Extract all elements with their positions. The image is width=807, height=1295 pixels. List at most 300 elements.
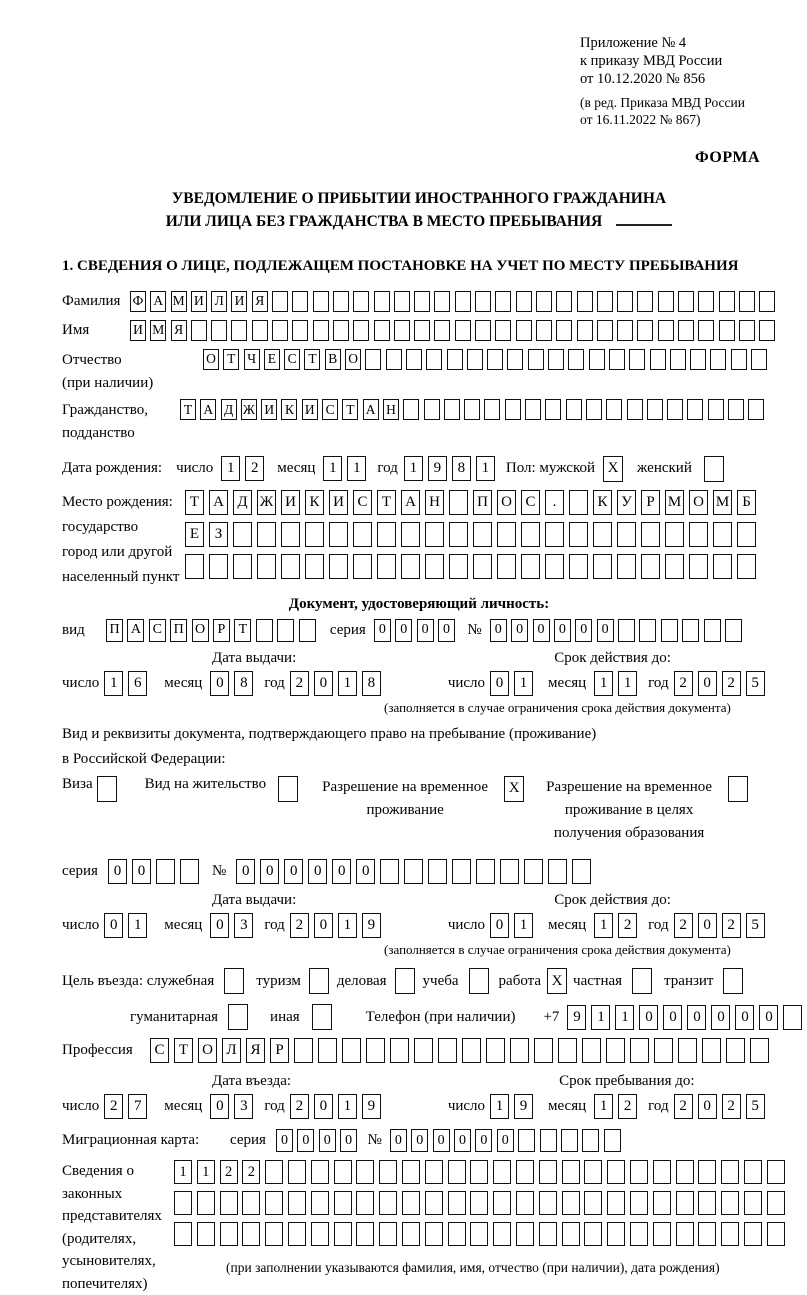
char-cell[interactable]	[265, 1222, 283, 1246]
char-cell[interactable]: 1	[514, 913, 533, 938]
char-cell[interactable]	[379, 1191, 397, 1215]
char-cell[interactable]	[556, 291, 572, 312]
char-cell[interactable]	[676, 1191, 694, 1215]
char-cell[interactable]	[637, 291, 653, 312]
char-cell[interactable]	[333, 291, 349, 312]
char-cell[interactable]: 1	[323, 456, 342, 481]
private-checkbox[interactable]	[632, 968, 652, 994]
char-cell[interactable]	[377, 522, 396, 547]
char-cell[interactable]	[721, 1160, 739, 1184]
char-cell[interactable]: 0	[340, 1129, 357, 1152]
char-cell[interactable]: 0	[554, 619, 571, 642]
char-cell[interactable]	[737, 522, 756, 547]
char-cell[interactable]: Л	[222, 1038, 241, 1063]
char-cell[interactable]: 1	[221, 456, 240, 481]
char-cell[interactable]	[687, 399, 703, 420]
char-cell[interactable]	[294, 1038, 313, 1063]
char-cell[interactable]	[379, 1160, 397, 1184]
char-cell[interactable]	[539, 1191, 557, 1215]
char-cell[interactable]: 2	[722, 913, 741, 938]
char-cell[interactable]: Р	[641, 490, 660, 515]
char-cell[interactable]	[505, 399, 521, 420]
char-cell[interactable]	[586, 399, 602, 420]
char-cell[interactable]: А	[401, 490, 420, 515]
char-cell[interactable]	[641, 554, 660, 579]
char-cell[interactable]: 2	[722, 1094, 741, 1119]
char-cell[interactable]	[721, 1191, 739, 1215]
char-cell[interactable]	[426, 349, 442, 370]
char-cell[interactable]	[577, 291, 593, 312]
char-cell[interactable]: Р	[270, 1038, 289, 1063]
char-cell[interactable]: 1	[338, 1094, 357, 1119]
char-cell[interactable]	[593, 554, 612, 579]
char-cell[interactable]	[197, 1222, 215, 1246]
char-cell[interactable]	[470, 1160, 488, 1184]
char-cell[interactable]: 2	[104, 1094, 123, 1119]
char-cell[interactable]	[767, 1191, 785, 1215]
char-cell[interactable]	[572, 859, 591, 884]
char-cell[interactable]: 0	[454, 1129, 471, 1152]
char-cell[interactable]	[272, 291, 288, 312]
char-cell[interactable]	[464, 399, 480, 420]
female-checkbox[interactable]	[704, 456, 724, 482]
char-cell[interactable]	[353, 320, 369, 341]
char-cell[interactable]	[288, 1160, 306, 1184]
char-cell[interactable]	[584, 1191, 602, 1215]
char-cell[interactable]: Б	[737, 490, 756, 515]
char-cell[interactable]: 0	[475, 1129, 492, 1152]
char-cell[interactable]: 0	[735, 1005, 754, 1030]
char-cell[interactable]: Н	[425, 490, 444, 515]
char-cell[interactable]	[257, 554, 276, 579]
char-cell[interactable]: 2	[674, 1094, 693, 1119]
char-cell[interactable]	[606, 1038, 625, 1063]
char-cell[interactable]	[606, 399, 622, 420]
char-cell[interactable]	[737, 554, 756, 579]
char-cell[interactable]: К	[593, 490, 612, 515]
char-cell[interactable]	[353, 554, 372, 579]
char-cell[interactable]	[759, 320, 775, 341]
char-cell[interactable]	[342, 1038, 361, 1063]
char-cell[interactable]: И	[281, 490, 300, 515]
char-cell[interactable]	[434, 320, 450, 341]
char-cell[interactable]: 5	[746, 913, 765, 938]
char-cell[interactable]: 5	[746, 671, 765, 696]
char-cell[interactable]: 0	[210, 671, 229, 696]
char-cell[interactable]	[584, 1160, 602, 1184]
char-cell[interactable]	[493, 1160, 511, 1184]
char-cell[interactable]	[507, 349, 523, 370]
char-cell[interactable]: И	[130, 320, 146, 341]
char-cell[interactable]	[434, 291, 450, 312]
char-cell[interactable]	[403, 399, 419, 420]
char-cell[interactable]	[556, 320, 572, 341]
char-cell[interactable]	[356, 1191, 374, 1215]
char-cell[interactable]	[299, 619, 316, 642]
char-cell[interactable]	[607, 1191, 625, 1215]
char-cell[interactable]	[473, 554, 492, 579]
char-cell[interactable]	[568, 349, 584, 370]
char-cell[interactable]: 0	[104, 913, 123, 938]
char-cell[interactable]	[334, 1160, 352, 1184]
char-cell[interactable]	[448, 1160, 466, 1184]
char-cell[interactable]	[739, 320, 755, 341]
char-cell[interactable]: С	[353, 490, 372, 515]
char-cell[interactable]	[265, 1191, 283, 1215]
char-cell[interactable]	[252, 320, 268, 341]
char-cell[interactable]: 1	[104, 671, 123, 696]
char-cell[interactable]	[667, 399, 683, 420]
char-cell[interactable]: 0	[297, 1129, 314, 1152]
char-cell[interactable]: 3	[234, 1094, 253, 1119]
char-cell[interactable]	[281, 522, 300, 547]
char-cell[interactable]	[386, 349, 402, 370]
char-cell[interactable]: И	[231, 291, 247, 312]
char-cell[interactable]: Н	[383, 399, 399, 420]
char-cell[interactable]: 9	[428, 456, 447, 481]
char-cell[interactable]	[281, 554, 300, 579]
char-cell[interactable]: Т	[185, 490, 204, 515]
char-cell[interactable]: В	[325, 349, 341, 370]
char-cell[interactable]: 0	[260, 859, 279, 884]
char-cell[interactable]: .	[545, 490, 564, 515]
char-cell[interactable]	[449, 490, 468, 515]
char-cell[interactable]	[380, 859, 399, 884]
char-cell[interactable]: С	[149, 619, 166, 642]
visa-checkbox[interactable]	[97, 776, 117, 802]
char-cell[interactable]: 0	[711, 1005, 730, 1030]
char-cell[interactable]: 0	[575, 619, 592, 642]
char-cell[interactable]	[424, 399, 440, 420]
char-cell[interactable]: 8	[362, 671, 381, 696]
char-cell[interactable]: Я	[171, 320, 187, 341]
char-cell[interactable]: 1	[594, 1094, 613, 1119]
char-cell[interactable]: Д	[221, 399, 237, 420]
char-cell[interactable]	[719, 320, 735, 341]
char-cell[interactable]: А	[200, 399, 216, 420]
char-cell[interactable]	[698, 291, 714, 312]
char-cell[interactable]: 0	[308, 859, 327, 884]
char-cell[interactable]	[525, 399, 541, 420]
char-cell[interactable]	[402, 1191, 420, 1215]
char-cell[interactable]: 3	[234, 913, 253, 938]
char-cell[interactable]	[577, 320, 593, 341]
char-cell[interactable]	[751, 349, 767, 370]
char-cell[interactable]	[305, 554, 324, 579]
char-cell[interactable]	[566, 399, 582, 420]
char-cell[interactable]	[548, 349, 564, 370]
char-cell[interactable]: 6	[128, 671, 147, 696]
tourism-checkbox[interactable]	[309, 968, 329, 994]
char-cell[interactable]: Т	[342, 399, 358, 420]
char-cell[interactable]: 0	[314, 671, 333, 696]
char-cell[interactable]	[233, 554, 252, 579]
char-cell[interactable]: 1	[347, 456, 366, 481]
char-cell[interactable]	[449, 522, 468, 547]
char-cell[interactable]	[653, 1191, 671, 1215]
rvp-edu-checkbox[interactable]	[728, 776, 748, 802]
char-cell[interactable]: И	[329, 490, 348, 515]
char-cell[interactable]	[661, 619, 678, 642]
char-cell[interactable]: 0	[687, 1005, 706, 1030]
char-cell[interactable]	[759, 291, 775, 312]
char-cell[interactable]: 1	[338, 671, 357, 696]
char-cell[interactable]	[156, 859, 175, 884]
char-cell[interactable]: 0	[759, 1005, 778, 1030]
char-cell[interactable]	[536, 320, 552, 341]
char-cell[interactable]: М	[150, 320, 166, 341]
char-cell[interactable]	[689, 522, 708, 547]
char-cell[interactable]	[630, 1038, 649, 1063]
char-cell[interactable]	[725, 619, 742, 642]
char-cell[interactable]: 0	[698, 1094, 717, 1119]
char-cell[interactable]	[597, 291, 613, 312]
char-cell[interactable]	[374, 291, 390, 312]
char-cell[interactable]	[414, 320, 430, 341]
char-cell[interactable]: 2	[290, 913, 309, 938]
char-cell[interactable]	[647, 399, 663, 420]
char-cell[interactable]: С	[150, 1038, 169, 1063]
char-cell[interactable]	[582, 1129, 599, 1152]
char-cell[interactable]: 9	[362, 1094, 381, 1119]
char-cell[interactable]	[654, 1038, 673, 1063]
char-cell[interactable]	[333, 320, 349, 341]
char-cell[interactable]: 1	[174, 1160, 192, 1184]
char-cell[interactable]	[698, 1222, 716, 1246]
char-cell[interactable]	[783, 1005, 802, 1030]
char-cell[interactable]: 5	[746, 1094, 765, 1119]
char-cell[interactable]	[713, 554, 732, 579]
char-cell[interactable]	[630, 1222, 648, 1246]
char-cell[interactable]: М	[171, 291, 187, 312]
char-cell[interactable]	[448, 1222, 466, 1246]
char-cell[interactable]	[318, 1038, 337, 1063]
char-cell[interactable]	[562, 1222, 580, 1246]
char-cell[interactable]: М	[665, 490, 684, 515]
char-cell[interactable]	[470, 1191, 488, 1215]
char-cell[interactable]: 9	[362, 913, 381, 938]
char-cell[interactable]	[670, 349, 686, 370]
char-cell[interactable]	[589, 349, 605, 370]
char-cell[interactable]: 2	[674, 671, 693, 696]
char-cell[interactable]: 0	[132, 859, 151, 884]
char-cell[interactable]: О	[192, 619, 209, 642]
char-cell[interactable]	[313, 291, 329, 312]
char-cell[interactable]	[728, 399, 744, 420]
char-cell[interactable]: 0	[390, 1129, 407, 1152]
char-cell[interactable]	[690, 349, 706, 370]
char-cell[interactable]	[425, 522, 444, 547]
char-cell[interactable]	[630, 1191, 648, 1215]
char-cell[interactable]	[475, 320, 491, 341]
char-cell[interactable]: Т	[234, 619, 251, 642]
char-cell[interactable]	[473, 522, 492, 547]
char-cell[interactable]	[639, 619, 656, 642]
char-cell[interactable]: Е	[185, 522, 204, 547]
char-cell[interactable]	[607, 1222, 625, 1246]
char-cell[interactable]	[548, 859, 567, 884]
char-cell[interactable]: 0	[490, 913, 509, 938]
char-cell[interactable]	[292, 320, 308, 341]
char-cell[interactable]: Т	[377, 490, 396, 515]
char-cell[interactable]: 2	[290, 1094, 309, 1119]
char-cell[interactable]	[334, 1191, 352, 1215]
char-cell[interactable]	[390, 1038, 409, 1063]
char-cell[interactable]: А	[363, 399, 379, 420]
char-cell[interactable]	[455, 291, 471, 312]
char-cell[interactable]	[448, 1191, 466, 1215]
char-cell[interactable]	[516, 1222, 534, 1246]
char-cell[interactable]	[277, 619, 294, 642]
char-cell[interactable]: 2	[245, 456, 264, 481]
char-cell[interactable]	[653, 1222, 671, 1246]
char-cell[interactable]	[425, 1160, 443, 1184]
char-cell[interactable]: 1	[490, 1094, 509, 1119]
char-cell[interactable]	[438, 1038, 457, 1063]
char-cell[interactable]	[495, 291, 511, 312]
char-cell[interactable]: Ф	[130, 291, 146, 312]
char-cell[interactable]	[521, 554, 540, 579]
char-cell[interactable]: С	[284, 349, 300, 370]
char-cell[interactable]	[516, 1191, 534, 1215]
char-cell[interactable]	[539, 1160, 557, 1184]
char-cell[interactable]	[678, 320, 694, 341]
char-cell[interactable]	[377, 554, 396, 579]
char-cell[interactable]	[689, 554, 708, 579]
rvp-checkbox[interactable]: X	[504, 776, 524, 802]
char-cell[interactable]: 0	[490, 619, 507, 642]
char-cell[interactable]	[272, 320, 288, 341]
char-cell[interactable]	[197, 1191, 215, 1215]
char-cell[interactable]	[414, 291, 430, 312]
char-cell[interactable]: 1	[128, 913, 147, 938]
char-cell[interactable]	[191, 320, 207, 341]
char-cell[interactable]	[256, 619, 273, 642]
char-cell[interactable]	[534, 1038, 553, 1063]
char-cell[interactable]	[311, 1160, 329, 1184]
char-cell[interactable]	[607, 1160, 625, 1184]
char-cell[interactable]	[521, 522, 540, 547]
char-cell[interactable]	[750, 1038, 769, 1063]
char-cell[interactable]	[209, 554, 228, 579]
char-cell[interactable]: 2	[722, 671, 741, 696]
char-cell[interactable]: О	[198, 1038, 217, 1063]
char-cell[interactable]	[231, 320, 247, 341]
char-cell[interactable]	[726, 1038, 745, 1063]
char-cell[interactable]: О	[345, 349, 361, 370]
char-cell[interactable]	[470, 1222, 488, 1246]
char-cell[interactable]	[467, 349, 483, 370]
char-cell[interactable]	[366, 1038, 385, 1063]
char-cell[interactable]: И	[261, 399, 277, 420]
char-cell[interactable]	[698, 1160, 716, 1184]
char-cell[interactable]	[402, 1222, 420, 1246]
char-cell[interactable]	[582, 1038, 601, 1063]
char-cell[interactable]: 9	[567, 1005, 586, 1030]
char-cell[interactable]: 0	[438, 619, 455, 642]
char-cell[interactable]	[374, 320, 390, 341]
char-cell[interactable]	[401, 522, 420, 547]
char-cell[interactable]: П	[170, 619, 187, 642]
char-cell[interactable]: А	[127, 619, 144, 642]
char-cell[interactable]	[484, 399, 500, 420]
char-cell[interactable]: 0	[314, 1094, 333, 1119]
char-cell[interactable]: 0	[395, 619, 412, 642]
char-cell[interactable]	[288, 1222, 306, 1246]
char-cell[interactable]: 2	[242, 1160, 260, 1184]
char-cell[interactable]	[569, 490, 588, 515]
char-cell[interactable]: 9	[514, 1094, 533, 1119]
char-cell[interactable]: Р	[213, 619, 230, 642]
char-cell[interactable]	[353, 522, 372, 547]
char-cell[interactable]	[653, 1160, 671, 1184]
char-cell[interactable]: 0	[490, 671, 509, 696]
char-cell[interactable]	[540, 1129, 557, 1152]
char-cell[interactable]	[487, 349, 503, 370]
char-cell[interactable]	[528, 349, 544, 370]
char-cell[interactable]: Е	[264, 349, 280, 370]
char-cell[interactable]	[379, 1222, 397, 1246]
char-cell[interactable]	[702, 1038, 721, 1063]
char-cell[interactable]	[710, 349, 726, 370]
char-cell[interactable]	[180, 859, 199, 884]
char-cell[interactable]	[329, 554, 348, 579]
char-cell[interactable]	[257, 522, 276, 547]
char-cell[interactable]: 7	[128, 1094, 147, 1119]
char-cell[interactable]: 1	[514, 671, 533, 696]
char-cell[interactable]: И	[191, 291, 207, 312]
char-cell[interactable]	[516, 1160, 534, 1184]
char-cell[interactable]	[401, 554, 420, 579]
char-cell[interactable]	[678, 1038, 697, 1063]
char-cell[interactable]	[452, 859, 471, 884]
char-cell[interactable]: 0	[597, 619, 614, 642]
char-cell[interactable]	[516, 291, 532, 312]
char-cell[interactable]: 1	[594, 913, 613, 938]
char-cell[interactable]	[739, 291, 755, 312]
char-cell[interactable]	[609, 349, 625, 370]
char-cell[interactable]: 0	[639, 1005, 658, 1030]
char-cell[interactable]	[447, 349, 463, 370]
char-cell[interactable]: И	[302, 399, 318, 420]
char-cell[interactable]	[220, 1222, 238, 1246]
char-cell[interactable]: 0	[284, 859, 303, 884]
char-cell[interactable]	[678, 291, 694, 312]
char-cell[interactable]: 1	[618, 671, 637, 696]
char-cell[interactable]: Ч	[244, 349, 260, 370]
char-cell[interactable]	[497, 522, 516, 547]
char-cell[interactable]	[394, 320, 410, 341]
char-cell[interactable]: 0	[533, 619, 550, 642]
char-cell[interactable]	[242, 1191, 260, 1215]
char-cell[interactable]	[288, 1191, 306, 1215]
char-cell[interactable]	[334, 1222, 352, 1246]
char-cell[interactable]: Т	[174, 1038, 193, 1063]
char-cell[interactable]: 2	[220, 1160, 238, 1184]
char-cell[interactable]	[744, 1191, 762, 1215]
char-cell[interactable]	[676, 1160, 694, 1184]
char-cell[interactable]: 1	[476, 456, 495, 481]
char-cell[interactable]	[329, 522, 348, 547]
char-cell[interactable]	[475, 291, 491, 312]
char-cell[interactable]: О	[497, 490, 516, 515]
char-cell[interactable]: 0	[210, 1094, 229, 1119]
char-cell[interactable]	[658, 320, 674, 341]
char-cell[interactable]: 0	[663, 1005, 682, 1030]
char-cell[interactable]: 0	[210, 913, 229, 938]
char-cell[interactable]	[404, 859, 423, 884]
char-cell[interactable]	[524, 859, 543, 884]
